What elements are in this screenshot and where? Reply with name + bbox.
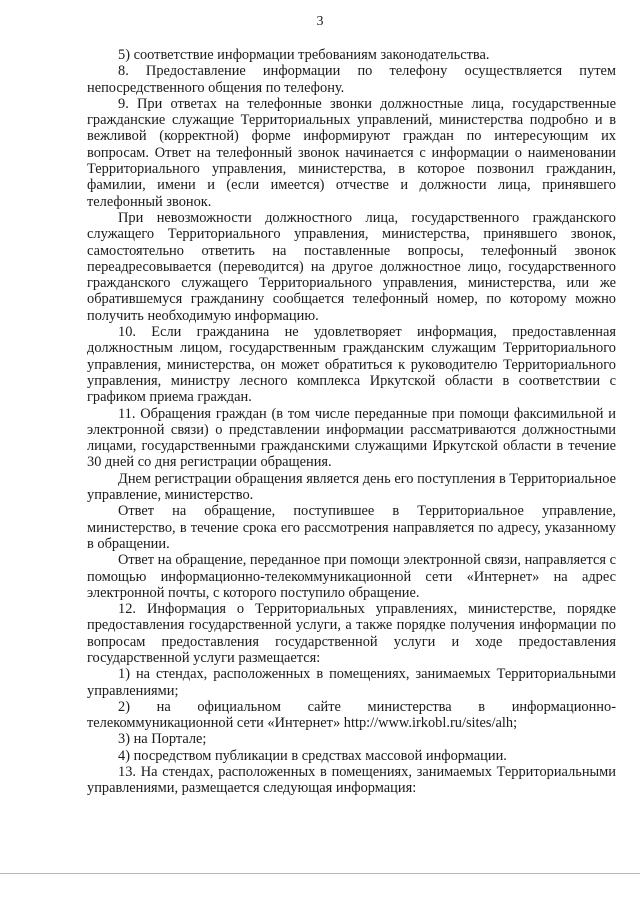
list-item-media: 4) посредством публикации в средствах массовой информации. — [118, 747, 507, 764]
page-number: 3 — [316, 14, 324, 29]
paragraph-8-phone-info: 8. Предоставление информации по телефону осуществляется путем непосредственного общения по телефону. — [87, 63, 616, 96]
document-body — [87, 47, 616, 797]
paragraph-call-redirect: При невозможности должностного лица, государственного гражданского служащего Территориального управления, министерства, принявшего звонок, самостоятельно ответить на поставленные вопросы, телефонный звонок переадресовывается (переводится) на другое должностное лицо, государственного гражданского служащего Территориального управления, министерства, или же обратившемуся гражданину сообщается телефонный номер, по которому можно получить необходимую информацию. — [87, 209, 616, 324]
list-item-website: 2) на официальном сайте министерства в информационно-телекоммуникационной сети «Интернет» http://www.irkobl.ru/sites/alh; — [87, 698, 616, 732]
paragraph-item-5-compliance: 5) соответствие информации требованиям законодательства. — [118, 47, 490, 63]
list-item-stands: 1) на стендах, расположенных в помещениях, занимаемых Территориальными управлениями; — [87, 666, 616, 699]
paragraph-10-dissatisfied: 10. Если гражданина не удовлетворяет информация, предоставленная должностным лицом, государственным гражданским служащим Территориального управления, министерства, он может обратиться к руководителю Территориального управления, министру лесного комплекса Иркутской области в соответствии с графиком приема граждан. — [87, 324, 616, 406]
page-bottom-divider — [0, 873, 640, 874]
paragraph-12-info-placement: 12. Информация о Территориальных управлениях, министерстве, порядке предоставления государственной услуги, а также порядке получения информации по вопросам предоставления государственной услуги и ходе предоставления государственной услуги размещается: — [87, 601, 616, 666]
paragraph-reply-address: Ответ на обращение, поступившее в Территориальное управление, министерство, в течение срока его рассмотрения направляется по адресу, указанному в обращении. — [87, 503, 616, 552]
paragraph-registration-day: Днем регистрации обращения является день его поступления в Территориальное управление, министерство. — [87, 470, 616, 504]
paragraph-9-phone-answers: 9. При ответах на телефонные звонки должностные лица, государственные гражданские служащие Территориальных управлений, министерства подробно и в вежливой (корректной) форме информируют граждан по интересующим их вопросам. Ответ на телефонный звонок начинается с информации о наименовании Территориального управления, министерства, в которое позвонил гражданин, фамилии, имени и (если имеется) отчестве и должности лица, принявшего телефонный звонок. — [87, 95, 616, 210]
paragraph-13-stands-info: 13. На стендах, расположенных в помещениях, занимаемых Территориальными управлениями, размещается следующая информация: — [87, 764, 616, 797]
list-item-portal: 3) на Портале; — [118, 731, 207, 748]
paragraph-reply-email: Ответ на обращение, переданное при помощи электронной связи, направляется с помощью информационно-телекоммуникационной сети «Интернет» на адрес электронной почты, с которого поступило обращение. — [87, 552, 617, 601]
paragraph-11-requests: 11. Обращения граждан (в том числе переданные при помощи факсимильной и электронной связи) о представлении информации рассматриваются должностными лицами, государственными гражданскими служащими Иркутской области в течение 30 дней со дня регистрации обращения. — [87, 405, 616, 471]
